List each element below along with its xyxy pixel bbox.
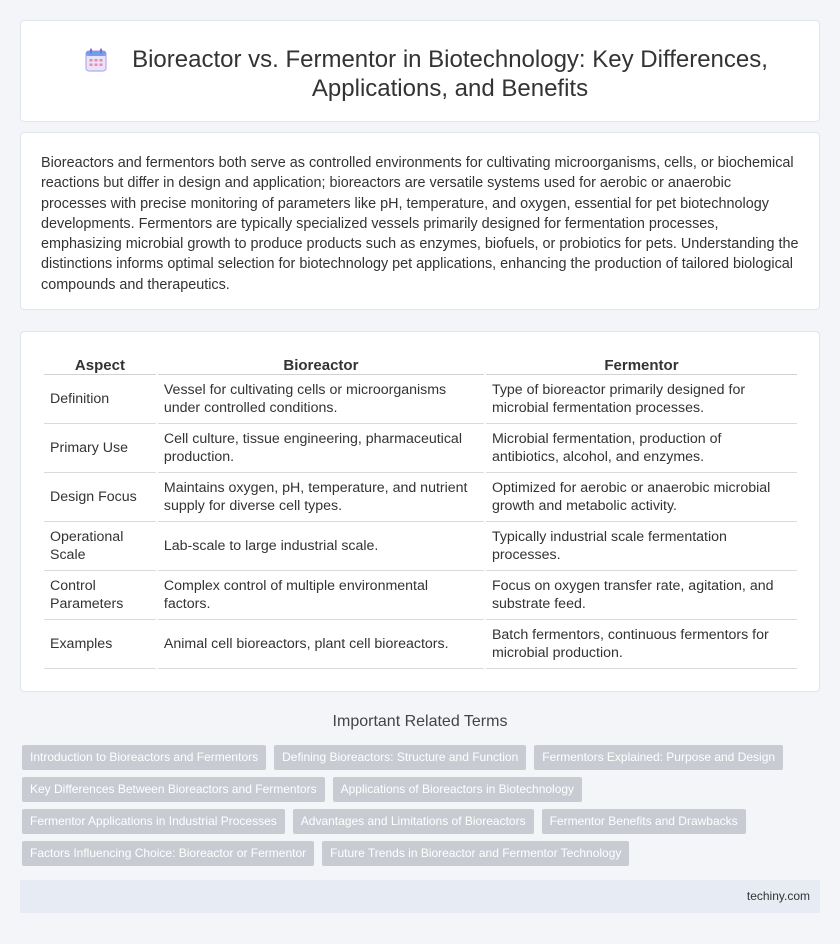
header-aspect: Aspect: [44, 352, 156, 375]
fermentor-cell: Type of bioreactor primarily designed for microbial fermentation processes.: [486, 375, 797, 424]
related-term-tag[interactable]: Advantages and Limitations of Bioreactors: [293, 809, 534, 834]
related-term-tag[interactable]: Applications of Bioreactors in Biotechnology: [333, 777, 582, 802]
fermentor-cell: Focus on oxygen transfer rate, agitation, and substrate feed.: [486, 571, 797, 620]
tag-row: [22, 745, 812, 770]
bioreactor-cell: Lab-scale to large industrial scale.: [158, 522, 484, 571]
aspect-cell: Control Parameters: [44, 571, 156, 620]
related-term-tag[interactable]: Factors Influencing Choice: Bioreactor or Fermentor: [22, 841, 314, 866]
related-term-tag[interactable]: Defining Bioreactors: Structure and Function: [274, 745, 526, 770]
comparison-card: [20, 331, 820, 692]
header-fermentor: Fermentor: [486, 352, 797, 375]
related-term-tag[interactable]: Fermentors Explained: Purpose and Design: [534, 745, 783, 770]
footer: [20, 880, 820, 913]
tag-row: [22, 841, 812, 866]
aspect-cell: Operational Scale: [44, 522, 156, 571]
table-row: [44, 571, 797, 620]
table-row: [44, 620, 797, 669]
header-bioreactor: Bioreactor: [158, 352, 484, 375]
related-term-tag[interactable]: Future Trends in Bioreactor and Fermentor Technology: [322, 841, 629, 866]
intro-card: [20, 132, 820, 310]
aspect-cell: Examples: [44, 620, 156, 669]
related-term-tag[interactable]: Key Differences Between Bioreactors and Fermentors: [22, 777, 325, 802]
table-row: [44, 424, 797, 473]
table-row: [44, 473, 797, 522]
footer-site-link[interactable]: techiny.com: [746, 889, 810, 903]
table-row: [44, 522, 797, 571]
related-term-tag[interactable]: Fermentor Applications in Industrial Processes: [22, 809, 285, 834]
aspect-cell: Primary Use: [44, 424, 156, 473]
related-term-tag[interactable]: Introduction to Bioreactors and Fermentors: [22, 745, 266, 770]
tag-row: [22, 777, 812, 802]
bioreactor-cell: Animal cell bioreactors, plant cell bioreactors.: [158, 620, 484, 669]
fermentor-cell: Typically industrial scale fermentation processes.: [486, 522, 797, 571]
table-header-row: [44, 352, 797, 375]
related-terms-heading: Important Related Terms: [332, 713, 508, 730]
fermentor-cell: Batch fermentors, continuous fermentors for microbial production.: [486, 620, 797, 669]
related-terms-list: [22, 745, 812, 873]
intro-paragraph: Bioreactors and fermentors both serve as controlled environments for cultivating microorganisms, cells, or biochemical reactions but differ in design and application; bioreactors are versatile systems used for aerobic or anaerobic processes with precise monitoring of parameters like pH, temperature, and oxygen, essential for pet biotechnology developments. Fermentors are typically specialized vessels primarily designed for fermentation processes, emphasizing microbial growth to produce products such as enzymes, biofuels, or probiotics for pets. Understanding the distinctions informs optimal selection for biotechnology pet applications, enhancing the production of tailored biological compounds and therapeutics.: [41, 155, 799, 293]
bioreactor-cell: Vessel for cultivating cells or microorganisms under controlled conditions.: [158, 375, 484, 424]
page-title: Bioreactor vs. Fermentor in Biotechnology: Key Differences, Applications, and Benefits: [132, 46, 768, 102]
related-term-tag[interactable]: Fermentor Benefits and Drawbacks: [542, 809, 746, 834]
table-row: [44, 375, 797, 424]
comparison-table: [42, 352, 799, 669]
fermentor-cell: Optimized for aerobic or anaerobic microbial growth and metabolic activity.: [486, 473, 797, 522]
fermentor-cell: Microbial fermentation, production of antibiotics, alcohol, and enzymes.: [486, 424, 797, 473]
title-card: [20, 20, 820, 122]
aspect-cell: Definition: [44, 375, 156, 424]
tag-row: [22, 809, 812, 834]
bioreactor-cell: Complex control of multiple environmental factors.: [158, 571, 484, 620]
bioreactor-cell: Cell culture, tissue engineering, pharmaceutical production.: [158, 424, 484, 473]
bioreactor-cell: Maintains oxygen, pH, temperature, and nutrient supply for diverse cell types.: [158, 473, 484, 522]
aspect-cell: Design Focus: [44, 473, 156, 522]
